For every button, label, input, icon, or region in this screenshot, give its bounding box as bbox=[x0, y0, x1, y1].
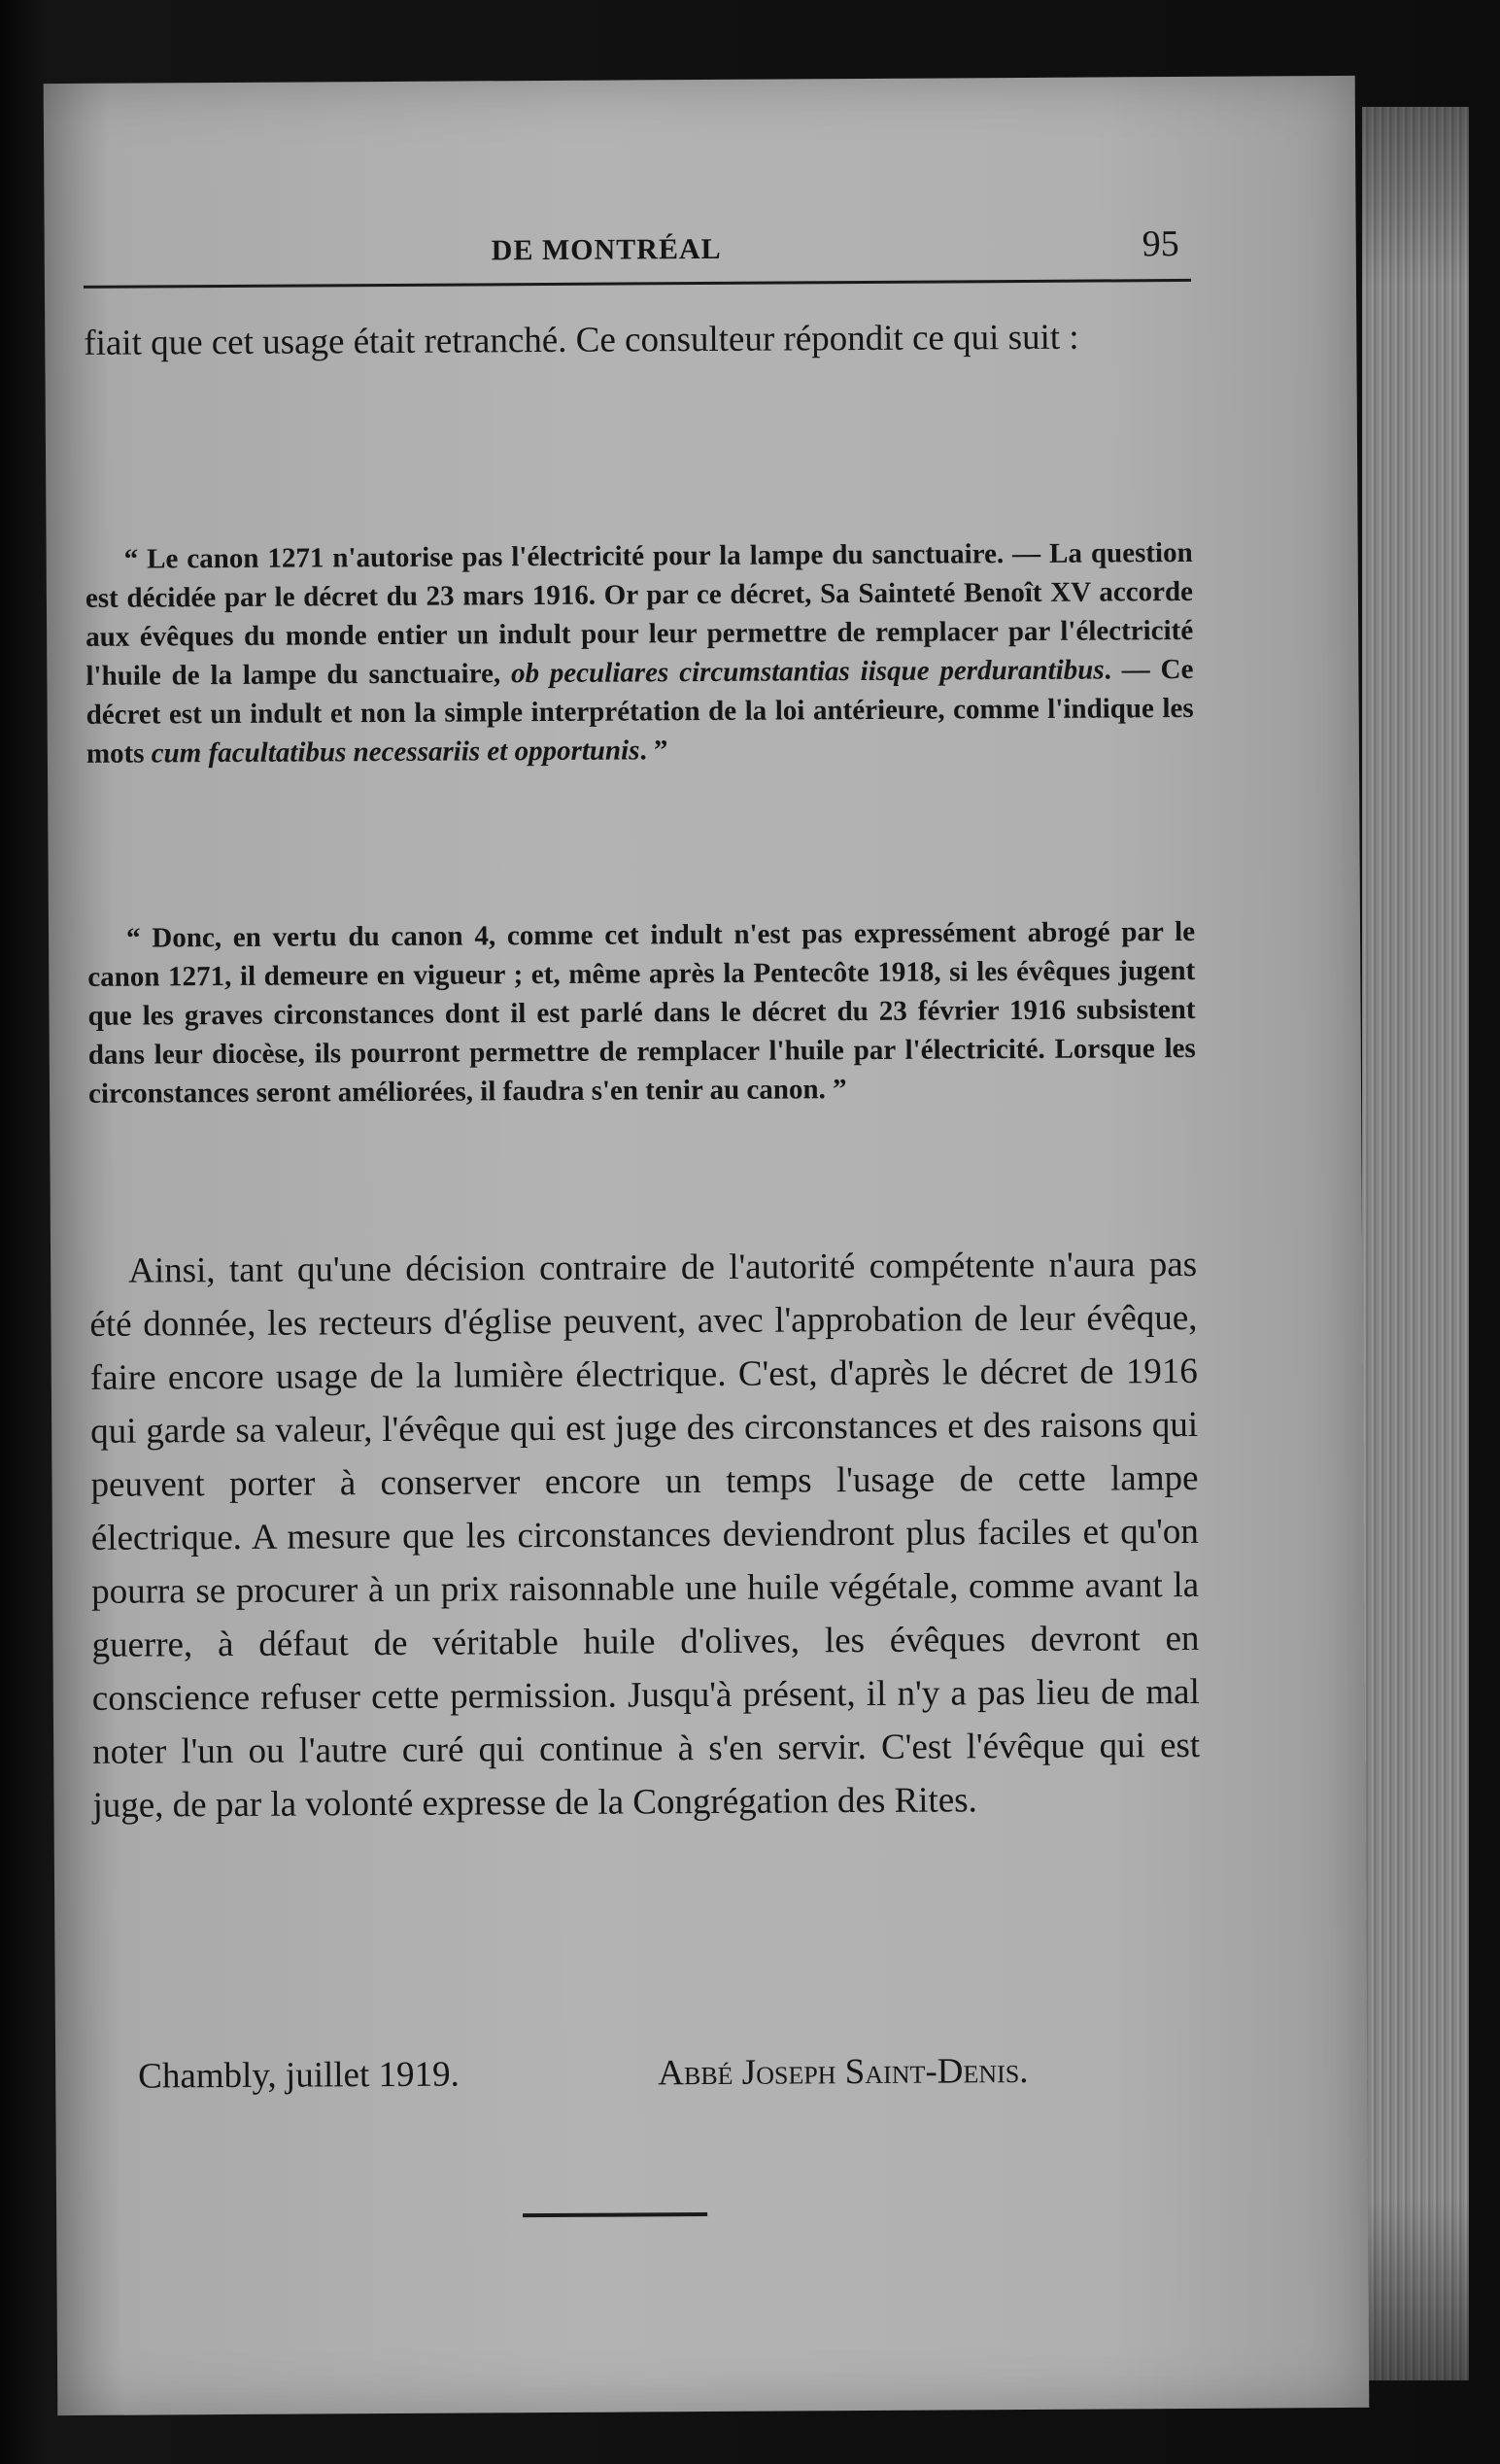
quote-conclusion: “ Donc, en vertu du canon 4, comme cet indult n'est pas expressément abrogé par le canon 1271, il demeure en vigueur ; et, même après la Pentecôte 1918, si les évêques jugent que les graves circonstances dont il est parlé dans le décret du 23 février 1916 subsistent dans leur diocèse, ils pourront permettre de remplacer l'huile par l'électricité. Lorsque les circonstances seront améliorées, il faudra s'en tenir au canon. ” bbox=[87, 915, 1196, 1110]
signature-place-date: Chambly, juillet 1919. bbox=[138, 2054, 460, 2097]
page-number: 95 bbox=[1142, 223, 1179, 265]
quote-text: “ Le canon 1271 n'autorise pas l'électricité pour la lampe du sanctuaire. — La question est décidée par le décret du 23 mars 1916. Or par ce décret, Sa Sainteté Benoît XV accorde aux évêques du monde entier un indult pour leur permettre de remplacer par l'électricité l'huile de la lampe du sanctuaire, bbox=[85, 536, 1194, 692]
quote-text: . ” bbox=[639, 735, 668, 767]
signature-author: Abbé Joseph Saint-Denis. bbox=[658, 2050, 1029, 2094]
book-page bbox=[44, 76, 1370, 2415]
paragraph-main: Ainsi, tant qu'une décision contraire de l'autorité compétente n'aura pas été donnée, les recteurs d'église peuvent, avec l'approbation de leur évêque, faire encore usage de la lumière électrique. C'est, d'après le décret de 1916 qui garde sa valeur, l'évêque qui est juge des circonstances et des raisons qui peuvent porter à conserver encore un temps l'usage de cette lampe électrique. A mesure que les circonstances deviendront plus faciles et qu'on pourra se procurer à un prix raisonnable une huile végétale, comme avant la guerre, à défaut de véritable huile d'olives, les évêques devront en conscience refuser cette permission. Jusqu'à présent, il n'y a pas lieu de mal noter l'un ou l'autre curé qui continue à s'en servir. C'est l'évêque qui est juge, de par la volonté expresse de la Congrégation des Rites. bbox=[89, 1244, 1201, 1826]
quote-latin-phrase: cum facultatibus necessariis et opportunis bbox=[151, 735, 640, 770]
signature-line bbox=[94, 2049, 1202, 2114]
quote-consultor bbox=[85, 533, 1194, 773]
quote-latin-phrase: ob peculiares circumstantias iisque perdurantibus bbox=[510, 654, 1105, 690]
paragraph-opening: fiait que cet usage était retranché. Ce consulteur répondit ce qui suit : bbox=[84, 317, 1079, 363]
page-edges-shade bbox=[1362, 107, 1469, 2380]
header-rule bbox=[84, 279, 1191, 289]
end-rule bbox=[523, 2212, 707, 2217]
quote-text: . — Ce décret est un indult et non la simple interprétation de la loi antérieure, comme l'indique les mots bbox=[85, 653, 1194, 770]
running-head: DE MONTRÉAL bbox=[491, 232, 722, 267]
